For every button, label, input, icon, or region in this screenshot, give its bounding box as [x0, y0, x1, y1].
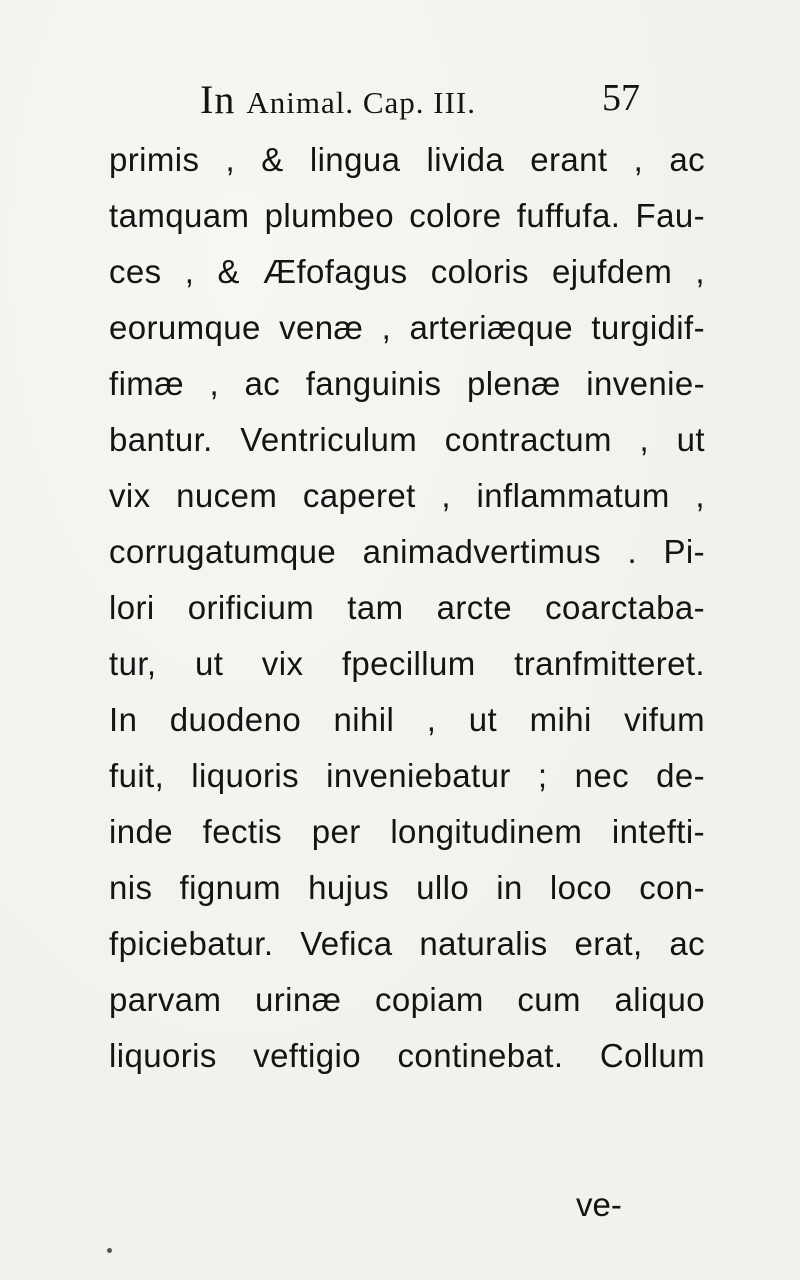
body-text: [109, 132, 705, 1084]
text-line: liquoris veftigio continebat. Collum: [109, 1037, 705, 1074]
text-line: fimæ , ac fanguinis plenæ invenie-: [109, 365, 705, 402]
catchword: ve-: [576, 1186, 622, 1223]
text-line: bantur. Ventriculum contractum , ut: [109, 421, 705, 458]
page-header: [200, 76, 640, 132]
text-line: lori orificium tam arcte coarctaba-: [109, 589, 705, 626]
text-line: tamquam plumbeo colore fuffufa. Fau-: [109, 197, 705, 234]
text-line: inde fectis per longitudinem intefti-: [109, 813, 705, 850]
text-line: In duodeno nihil , ut mihi vifum: [109, 701, 705, 738]
page-number: 57: [602, 77, 640, 119]
text-line: primis , & lingua livida erant , ac: [109, 141, 705, 178]
text-line: fpiciebatur. Vefica naturalis erat, ac: [109, 925, 705, 962]
text-line: nis fignum hujus ullo in loco con-: [109, 869, 705, 906]
text-line: corrugatumque animadvertimus . Pi-: [109, 533, 705, 570]
text-line: eorumque venæ , arteriæque turgidif-: [109, 309, 705, 346]
text-line: vix nucem caperet , inflammatum ,: [109, 477, 705, 514]
text-line: fuit, liquoris inveniebatur ; nec de-: [109, 757, 705, 794]
text-line: parvam urinæ copiam cum aliquo: [109, 981, 705, 1018]
text-line: tur, ut vix fpecillum tranfmitteret.: [109, 645, 705, 682]
running-head-initial: In: [200, 77, 236, 122]
text-line: ces , & Æfofagus coloris ejufdem ,: [109, 253, 705, 290]
running-head-title: Animal. Cap. III.: [246, 85, 476, 120]
ink-speck: [107, 1248, 112, 1253]
running-head: [200, 76, 476, 123]
